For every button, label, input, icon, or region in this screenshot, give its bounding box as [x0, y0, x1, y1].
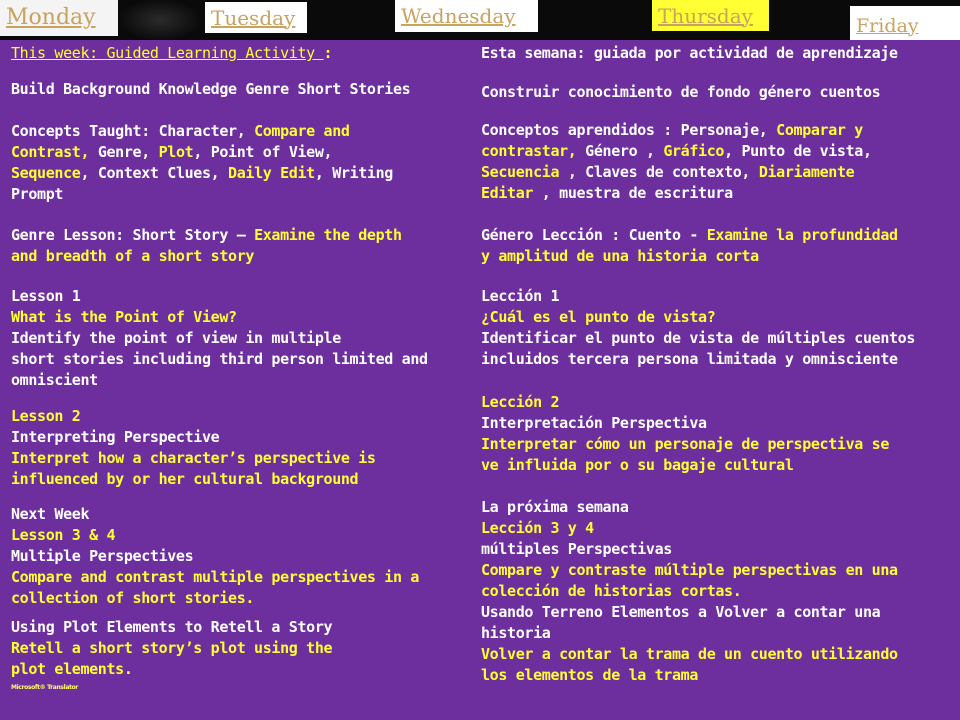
translator-credit: Microsoft® Translator	[11, 684, 78, 691]
concepto-grafico: Gráfico	[663, 142, 725, 160]
leccion-2-title: Lección 2	[481, 393, 560, 411]
tab-tuesday[interactable]	[205, 2, 307, 33]
next-week-subtitle: Multiple Perspectives	[11, 547, 194, 565]
genero-leccion-hl1: Examine la profundidad	[706, 226, 898, 244]
conceptos-aprendidos	[481, 120, 951, 204]
leccion-1	[481, 286, 951, 370]
leccion-1-line2: incluidos tercera persona limitada y omnisciente	[481, 350, 898, 368]
concept-compare: Compare and	[254, 122, 350, 140]
concepts-genre: Genre,	[89, 143, 159, 161]
tab-wednesday-label: Wednesday	[401, 4, 516, 28]
next-week-line2: collection of short stories.	[11, 589, 255, 607]
tab-friday[interactable]	[850, 6, 960, 40]
leccion-2-line2: ve influida por o su bagaje cultural	[481, 456, 794, 474]
conceptos-claves: , Claves de contexto,	[559, 163, 759, 181]
conceptos-genero: Género ,	[576, 142, 664, 160]
lesson-2-title: Lesson 2	[11, 407, 81, 425]
next-week-line1: Compare and contrast multiple perspectives in a	[11, 568, 419, 586]
esta-semana-text: Esta semana: guiada por actividad de aprendizaje	[481, 44, 898, 62]
proxima-semana-lesson: Lección 3 y 4	[481, 519, 594, 537]
lesson-1-title: Lesson 1	[11, 287, 81, 305]
this-week-colon: :	[323, 44, 333, 62]
retell-line2: plot elements.	[11, 660, 133, 678]
concepts-taught	[11, 121, 471, 205]
retell-title: Using Plot Elements to Retell a Story	[11, 618, 333, 636]
conceptos-punto: , Punto de vista,	[724, 142, 872, 160]
proxima-semana-subtitle: múltiples Perspectivas	[481, 540, 672, 558]
usando-terreno-line1: Usando Terreno Elementos a Volver a contar una	[481, 603, 881, 621]
genero-leccion-lead: Género Lección : Cuento -	[481, 226, 707, 244]
conceptos-lead: Conceptos aprendidos : Personaje,	[481, 121, 777, 139]
genero-leccion	[481, 225, 951, 267]
concepts-context: , Context Clues,	[80, 164, 229, 182]
tab-thursday-label: Thursday	[658, 3, 753, 28]
lesson-1-question: What is the Point of View?	[11, 308, 237, 326]
concept-sequence: Sequence	[11, 164, 81, 182]
genre-lesson	[11, 225, 471, 267]
lesson-2-line2: influenced by or her cultural background	[11, 470, 359, 488]
concepts-writing: , Writing	[314, 164, 393, 182]
retell-story	[11, 617, 471, 680]
leccion-1-title: Lección 1	[481, 287, 560, 305]
proxima-semana-line2: colección de historias cortas.	[481, 582, 742, 600]
leccion-2-line1: Interpretar cómo un personaje de perspectiva se	[481, 435, 889, 453]
leccion-1-question: ¿Cuál es el punto de vista?	[481, 308, 716, 326]
next-week-lesson: Lesson 3 & 4	[11, 526, 116, 544]
proxima-semana-line1: Compare y contraste múltiple perspectivas en una	[481, 561, 898, 579]
retell-line1: Retell a short story’s plot using the	[11, 639, 333, 657]
lesson-1-line2: short stories including third person limited and	[11, 350, 428, 368]
concepts-prompt: Prompt	[11, 185, 64, 203]
concepto-secuencia: Secuencia	[481, 163, 560, 181]
concepts-lead: Concepts Taught: Character,	[11, 122, 255, 140]
concepto-editar: Editar	[481, 184, 534, 202]
leccion-1-line1: Identificar el punto de vista de múltiples cuentos	[481, 329, 916, 347]
usando-terreno-line2: historia	[481, 624, 551, 642]
tab-monday[interactable]	[0, 0, 118, 36]
lesson-1-line1: Identify the point of view in multiple	[11, 329, 341, 347]
tab-thursday[interactable]	[652, 0, 769, 31]
concepts-pov: , Point of View,	[193, 143, 333, 161]
leccion-2-subtitle: Interpretación Perspectiva	[481, 414, 707, 432]
lesson-1	[11, 286, 471, 391]
this-week-line	[11, 43, 471, 64]
next-week	[11, 504, 471, 609]
concept-daily-edit: Daily Edit	[228, 164, 315, 182]
lesson-2-line1: Interpret how a character’s perspective is	[11, 449, 376, 467]
tab-monday-label: Monday	[6, 5, 96, 30]
volver-contar-line1: Volver a contar la trama de un cuento utilizando	[481, 645, 898, 663]
volver-contar-line2: los elementos de la trama	[481, 666, 699, 684]
next-week-title: Next Week	[11, 505, 90, 523]
conceptos-muestra: , muestra de escritura	[533, 184, 733, 202]
concepto-comparar: Comparar y	[776, 121, 863, 139]
concept-contrast: Contrast,	[11, 143, 90, 161]
proxima-semana-title: La próxima semana	[481, 498, 629, 516]
lesson-2-subtitle: Interpreting Perspective	[11, 428, 220, 446]
lesson-2	[11, 406, 471, 490]
tab-tuesday-label: Tuesday	[211, 5, 296, 30]
esta-semana-line	[481, 43, 951, 64]
concepto-diariamente: Diariamente	[758, 163, 855, 181]
leccion-2	[481, 392, 951, 476]
construir-text: Construir conocimiento de fondo género cuentos	[481, 83, 881, 101]
tab-friday-label: Friday	[856, 14, 919, 37]
build-background-text: Build Background Knowledge Genre Short Stories	[11, 80, 411, 98]
concept-plot: Plot	[158, 143, 194, 161]
build-background	[11, 79, 471, 100]
guided-learning-link[interactable]: This week: Guided Learning Activity	[11, 44, 324, 62]
construir-conocimiento	[481, 82, 951, 103]
lesson-1-line3: omniscient	[11, 371, 98, 389]
genre-lesson-hl2: and breadth of a short story	[11, 247, 255, 265]
genre-lesson-hl1: Examine the depth	[254, 226, 402, 244]
genre-lesson-lead: Genre Lesson: Short Story –	[11, 226, 255, 244]
proxima-semana	[481, 497, 951, 686]
tab-wednesday[interactable]	[395, 0, 538, 32]
concepto-contrastar: contrastar,	[481, 142, 577, 160]
genero-leccion-hl2: y amplitud de una historia corta	[481, 247, 759, 265]
